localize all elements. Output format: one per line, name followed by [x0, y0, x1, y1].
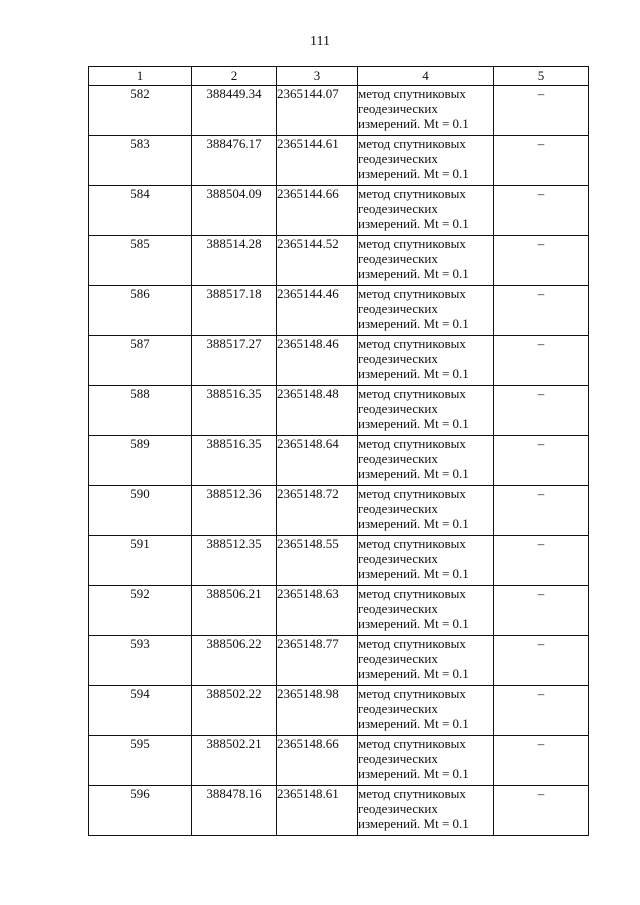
coordinate-x: 388449.34 — [192, 86, 277, 136]
coordinate-y: 2365148.63 — [277, 586, 358, 636]
table-row — [89, 736, 589, 786]
table-row — [89, 286, 589, 336]
method-line: метод спутниковых — [358, 636, 466, 651]
table-row — [89, 436, 589, 486]
measurement-method — [358, 186, 494, 236]
point-number: 593 — [89, 636, 192, 686]
measurement-method — [358, 136, 494, 186]
point-number: 591 — [89, 536, 192, 586]
coordinates-table — [88, 66, 589, 836]
method-line: метод спутниковых — [358, 86, 466, 101]
point-number: 588 — [89, 386, 192, 436]
coordinate-y: 2365148.66 — [277, 736, 358, 786]
point-number: 589 — [89, 436, 192, 486]
method-line: геодезических — [358, 801, 438, 816]
coordinate-y: 2365144.46 — [277, 286, 358, 336]
method-line: геодезических — [358, 451, 438, 466]
coordinate-y: 2365148.55 — [277, 536, 358, 586]
coordinate-y: 2365148.61 — [277, 786, 358, 836]
coordinate-y: 2365144.66 — [277, 186, 358, 236]
method-line: измерений. Mt = 0.1 — [358, 516, 469, 531]
table-row — [89, 686, 589, 736]
method-line: геодезических — [358, 151, 438, 166]
measurement-method — [358, 786, 494, 836]
note-dash: – — [494, 236, 589, 286]
measurement-method — [358, 586, 494, 636]
note-dash: – — [494, 636, 589, 686]
method-line: метод спутниковых — [358, 136, 466, 151]
column-header: 1 — [89, 67, 192, 86]
page-number: 111 — [310, 34, 330, 49]
coordinate-x: 388512.36 — [192, 486, 277, 536]
coordinate-y: 2365148.48 — [277, 386, 358, 436]
table-row — [89, 586, 589, 636]
note-dash: – — [494, 386, 589, 436]
note-dash: – — [494, 336, 589, 386]
note-dash: – — [494, 536, 589, 586]
method-line: метод спутниковых — [358, 236, 466, 251]
note-dash: – — [494, 136, 589, 186]
method-line: геодезических — [358, 251, 438, 266]
method-line: метод спутниковых — [358, 786, 466, 801]
measurement-method — [358, 636, 494, 686]
coordinate-x: 388504.09 — [192, 186, 277, 236]
note-dash: – — [494, 486, 589, 536]
point-number: 582 — [89, 86, 192, 136]
note-dash: – — [494, 436, 589, 486]
point-number: 583 — [89, 136, 192, 186]
measurement-method — [358, 336, 494, 386]
note-dash: – — [494, 586, 589, 636]
coordinate-y: 2365148.46 — [277, 336, 358, 386]
coordinate-y: 2365148.98 — [277, 686, 358, 736]
coordinate-y: 2365144.07 — [277, 86, 358, 136]
table-body — [89, 86, 589, 836]
table-header-row — [89, 67, 589, 86]
measurement-method — [358, 686, 494, 736]
column-header: 4 — [358, 67, 494, 86]
point-number: 594 — [89, 686, 192, 736]
method-line: метод спутниковых — [358, 336, 466, 351]
note-dash: – — [494, 286, 589, 336]
table-row — [89, 236, 589, 286]
method-line: измерений. Mt = 0.1 — [358, 316, 469, 331]
coordinate-x: 388506.22 — [192, 636, 277, 686]
table-row — [89, 386, 589, 436]
method-line: измерений. Mt = 0.1 — [358, 366, 469, 381]
method-line: геодезических — [358, 351, 438, 366]
coordinate-y: 2365148.72 — [277, 486, 358, 536]
table-row — [89, 186, 589, 236]
method-line: измерений. Mt = 0.1 — [358, 816, 469, 831]
column-header: 2 — [192, 67, 277, 86]
method-line: метод спутниковых — [358, 686, 466, 701]
point-number: 587 — [89, 336, 192, 386]
method-line: геодезических — [358, 101, 438, 116]
column-header: 3 — [277, 67, 358, 86]
method-line: геодезических — [358, 401, 438, 416]
table-row — [89, 486, 589, 536]
method-line: метод спутниковых — [358, 736, 466, 751]
method-line: измерений. Mt = 0.1 — [358, 466, 469, 481]
table-row — [89, 536, 589, 586]
coordinate-x: 388516.35 — [192, 386, 277, 436]
coordinate-x: 388476.17 — [192, 136, 277, 186]
coordinate-x: 388478.16 — [192, 786, 277, 836]
method-line: измерений. Mt = 0.1 — [358, 416, 469, 431]
method-line: метод спутниковых — [358, 286, 466, 301]
coordinate-x: 388517.18 — [192, 286, 277, 336]
column-header: 5 — [494, 67, 589, 86]
table-row — [89, 636, 589, 686]
coordinate-x: 388517.27 — [192, 336, 277, 386]
method-line: измерений. Mt = 0.1 — [358, 116, 469, 131]
method-line: геодезических — [358, 501, 438, 516]
point-number: 592 — [89, 586, 192, 636]
point-number: 585 — [89, 236, 192, 286]
method-line: измерений. Mt = 0.1 — [358, 766, 469, 781]
method-line: измерений. Mt = 0.1 — [358, 566, 469, 581]
measurement-method — [358, 386, 494, 436]
method-line: геодезических — [358, 201, 438, 216]
coordinate-x: 388512.35 — [192, 536, 277, 586]
table-row — [89, 786, 589, 836]
method-line: измерений. Mt = 0.1 — [358, 666, 469, 681]
note-dash: – — [494, 86, 589, 136]
method-line: метод спутниковых — [358, 186, 466, 201]
table-row — [89, 336, 589, 386]
point-number: 596 — [89, 786, 192, 836]
note-dash: – — [494, 736, 589, 786]
method-line: метод спутниковых — [358, 586, 466, 601]
method-line: геодезических — [358, 551, 438, 566]
coordinate-x: 388516.35 — [192, 436, 277, 486]
measurement-method — [358, 736, 494, 786]
table-row — [89, 136, 589, 186]
table-row — [89, 86, 589, 136]
method-line: измерений. Mt = 0.1 — [358, 716, 469, 731]
measurement-method — [358, 436, 494, 486]
measurement-method — [358, 536, 494, 586]
coordinate-x: 388506.21 — [192, 586, 277, 636]
method-line: измерений. Mt = 0.1 — [358, 616, 469, 631]
method-line: метод спутниковых — [358, 486, 466, 501]
point-number: 595 — [89, 736, 192, 786]
method-line: измерений. Mt = 0.1 — [358, 266, 469, 281]
coordinate-y: 2365144.61 — [277, 136, 358, 186]
coordinate-y: 2365148.77 — [277, 636, 358, 686]
coordinate-y: 2365148.64 — [277, 436, 358, 486]
method-line: метод спутниковых — [358, 436, 466, 451]
coordinate-x: 388502.21 — [192, 736, 277, 786]
point-number: 590 — [89, 486, 192, 536]
coordinate-y: 2365144.52 — [277, 236, 358, 286]
method-line: геодезических — [358, 651, 438, 666]
method-line: геодезических — [358, 601, 438, 616]
method-line: метод спутниковых — [358, 536, 466, 551]
note-dash: – — [494, 686, 589, 736]
point-number: 586 — [89, 286, 192, 336]
measurement-method — [358, 486, 494, 536]
coordinate-x: 388514.28 — [192, 236, 277, 286]
method-line: геодезических — [358, 751, 438, 766]
measurement-method — [358, 286, 494, 336]
note-dash: – — [494, 786, 589, 836]
coordinate-x: 388502.22 — [192, 686, 277, 736]
method-line: метод спутниковых — [358, 386, 466, 401]
method-line: геодезических — [358, 301, 438, 316]
method-line: измерений. Mt = 0.1 — [358, 166, 469, 181]
note-dash: – — [494, 186, 589, 236]
measurement-method — [358, 86, 494, 136]
point-number: 584 — [89, 186, 192, 236]
measurement-method — [358, 236, 494, 286]
method-line: геодезических — [358, 701, 438, 716]
method-line: измерений. Mt = 0.1 — [358, 216, 469, 231]
